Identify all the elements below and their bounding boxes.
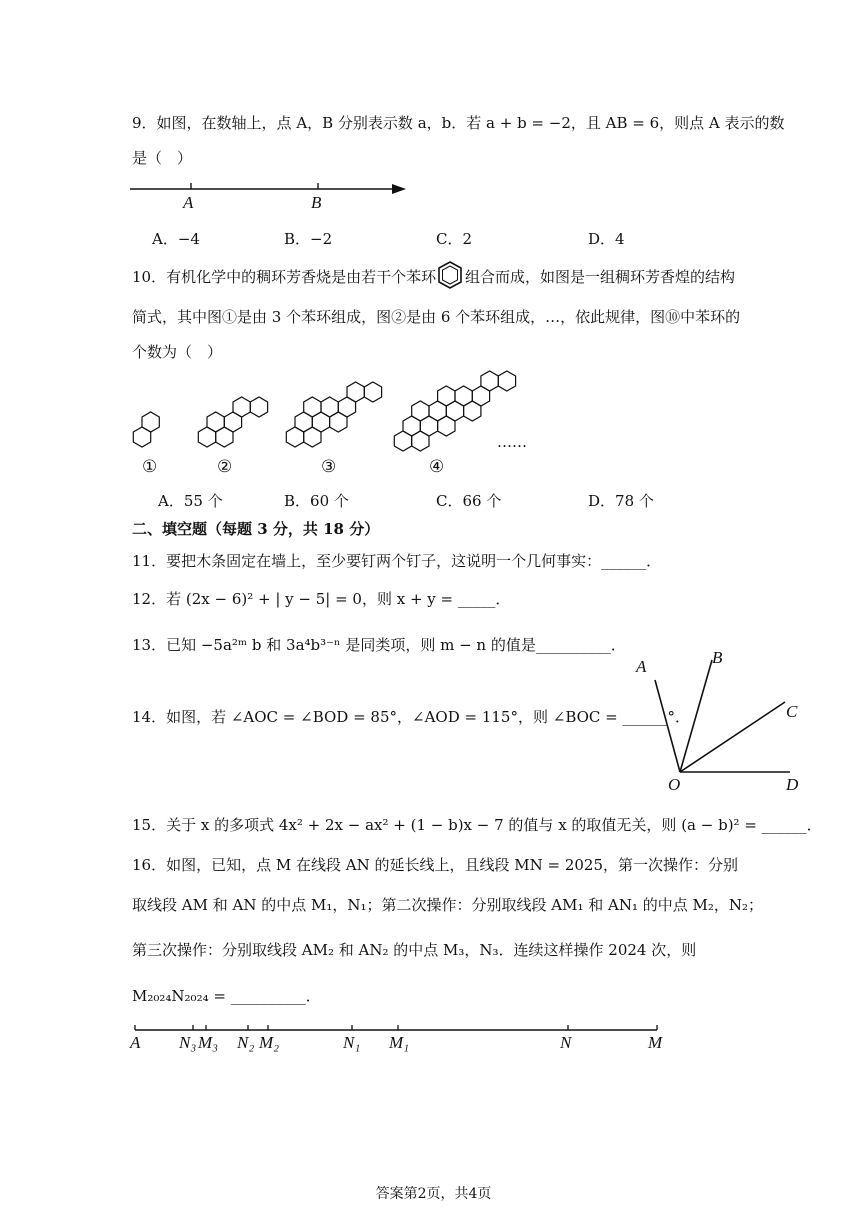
q10-option-d: D．78 个 [588,492,654,510]
benzene-ring [233,397,250,417]
benzene-ring [347,382,364,402]
q16-segment [135,1025,657,1030]
q9-label-b: B [311,193,322,212]
benzene-ring [481,371,498,391]
benzene-ring [250,397,267,417]
q14-label-c: C [786,702,798,721]
q16-point-m3: M₃ [198,1033,219,1052]
q10-line3: 个数为（ ） [132,343,223,361]
q10-figure-label-2: ② [217,457,233,477]
q10-line1b: 组合而成，如图是一组稠环芳香煌的结构 [465,268,736,286]
q10-option-c: C．66 个 [436,492,502,510]
q12-text: 12．若 (2x − 6)² + | y − 5| = 0，则 x + y = _____． [132,590,511,608]
q14-label-d: D [786,775,799,794]
q9-line2: 是（ ） [132,149,193,167]
q11-text: 11．要把木条固定在墙上，至少要钉两个钉子，这说明一个几何事实：______． [132,552,662,570]
q16-point-a: A [130,1033,141,1052]
q10-figure-label-1: ① [142,457,158,477]
q9-line1: 9．如图，在数轴上，点 A，B 分别表示数 a，b．若 a + b = −2，且 AB = 6，则点 A 表示的数 [132,114,785,132]
benzene-ring [364,382,381,402]
q9-option-c: C．2 [436,230,473,248]
q10-ellipsis: …… [497,433,527,451]
q9-label-a: A [183,193,194,212]
q10-option-a: A．55 个 [158,492,223,510]
q16-line4: M₂₀₂₄N₂₀₂₄ = __________． [132,987,321,1005]
benzene-ring [412,401,429,421]
benzene-ring [455,386,472,406]
q10-option-b: B．60 个 [284,492,349,510]
q16-point-n: N [560,1033,572,1052]
q10-hexagon-figures [133,371,515,451]
benzene-ring [304,397,321,417]
q14-label-a: A [636,657,647,676]
q9-number-line [130,183,406,194]
q9-option-b: B．−2 [284,230,333,248]
q10-line1a: 10．有机化学中的稠环芳香烧是由若干个苯环 [132,268,437,286]
page-footer: 答案第2页，共4页 [375,1186,492,1202]
q14-label-o: O [668,775,681,794]
q13-text: 13．已知 −5a²ᵐ b 和 3a⁴b³⁻ⁿ 是同类项，则 m − n 的值是__________． [132,636,626,654]
q16-point-m: M [648,1033,663,1052]
benzene-ring [321,397,338,417]
q14-label-b: B [712,648,723,667]
section-heading: 二、填空题（每题 3 分，共 18 分） [132,520,380,538]
benzene-ring [438,386,455,406]
q16-line1: 16．如图，已知，点 M 在线段 AN 的延长线上，且线段 MN = 2025，第一次操作：分别 [132,856,739,874]
q10-figure-label-4: ④ [429,457,445,477]
q10-line2: 简式，其中图①是由 3 个苯环组成，图②是由 6 个苯环组成，…，依此规律，图⑩中苯环的 [132,308,741,326]
benzene-ring-icon [439,262,461,288]
benzene-ring [498,371,515,391]
q15-text: 15．关于 x 的多项式 4x² + 2x − ax² + (1 − b)x − 7 的值与 x 的取值无关，则 (a − b)² = ______． [132,816,822,834]
benzene-ring [142,412,159,432]
q16-point-m1: M₁ [389,1033,410,1052]
benzene-ring [207,412,224,432]
q16-line2: 取线段 AM 和 AN 的中点 M₁，N₁；第二次操作：分别取线段 AM₁ 和 AN₁ 的中点 M₂，N₂； [132,896,764,914]
q14-text: 14．如图，若 ∠AOC = ∠BOD = 85°，∠AOD = 115°，则 ∠BOC = ______°． [132,708,690,726]
q9-option-d: D．4 [588,230,625,248]
q9-option-a: A．−4 [152,230,200,248]
q16-line3: 第三次操作：分别取线段 AM₂ 和 AN₂ 的中点 M₃，N₃．连续这样操作 2024 次，则 [132,941,697,959]
q10-figure-label-3: ③ [321,457,337,477]
q16-point-n1: N₁ [343,1033,361,1052]
q16-point-n3: N₃ [179,1033,197,1052]
q16-point-n2: N₂ [237,1033,255,1052]
q16-point-m2: M₂ [259,1033,280,1052]
